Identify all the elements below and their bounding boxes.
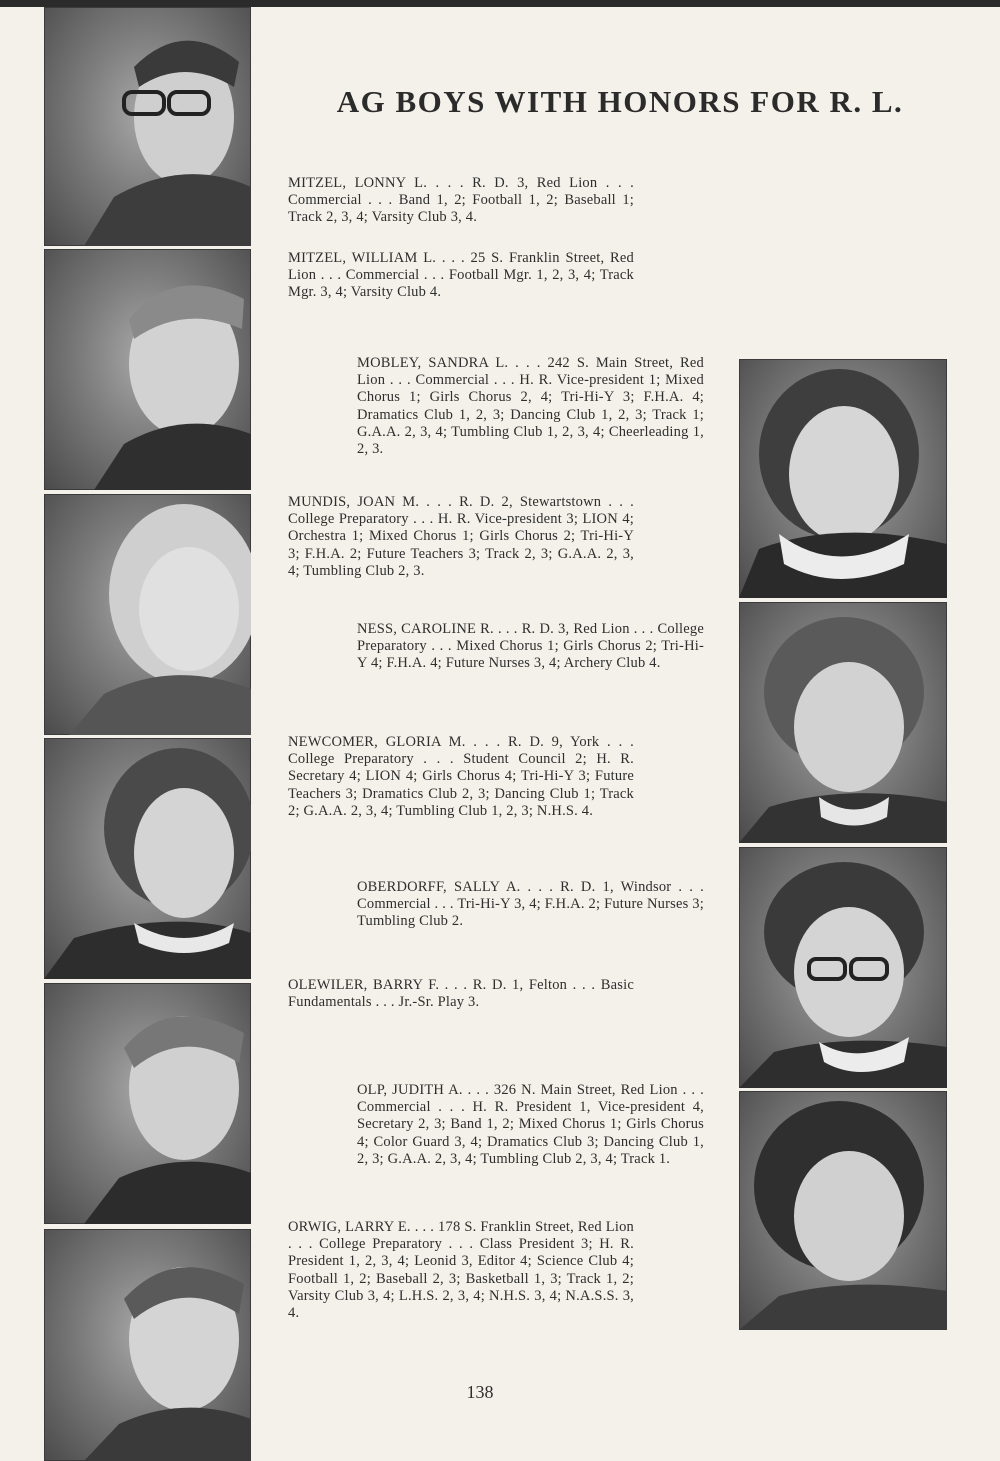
portrait-mundis-joan [44, 494, 251, 735]
entry-olp-judith: OLP, JUDITH A. . . . 326 N. Main Street, Red Lion . . . Commercial . . . H. R. President 1, Vice-president 4, Secretary 2, 3; Band 1, 2; Mixed Chorus 1; Girls Chorus 4; Color Guard 3, 4; Dramatics Club 3; Dancing Club 1, 2, 3; G.A.A. 2, 3, 4; Tumbling Club 2, 3, 4; Track 1. [357, 1082, 704, 1167]
portrait-mobley-sandra [739, 359, 947, 598]
portrait-newcomer-gloria [44, 738, 251, 979]
entry-ness-caroline: NESS, CAROLINE R. . . . R. D. 3, Red Lion . . . College Preparatory . . . Mixed Chorus 1; Girls Chorus 2; Tri-Hi-Y 4; F.H.A. 4; Future Nurses 3, 4; Archery Club 4. [357, 621, 704, 672]
page-top-edge [0, 0, 1000, 7]
entry-mitzel-william: MITZEL, WILLIAM L. . . . 25 S. Franklin Street, Red Lion . . . Commercial . . . Football Mgr. 1, 2, 3, 4; Track Mgr. 3, 4; Varsity Club 4. [288, 250, 634, 301]
entry-orwig-larry: ORWIG, LARRY E. . . . 178 S. Franklin Street, Red Lion . . . College Preparatory . . . Class President 3; H. R. President 1, 2, 3, 4; Leonid 3, Editor 4; Science Club 4; Football 1, 2; Baseball 2, 3; Basketball 1, 3; Track 1, 2; Varsity Club 3, 4; L.H.S. 2, 3, 4; N.H.S. 3, 4; N.A.S.S. 3, 4. [288, 1219, 634, 1322]
portrait-ness-caroline [739, 602, 947, 843]
portrait-orwig-larry [44, 1229, 251, 1461]
portrait-oberdorff-sally [739, 847, 947, 1088]
entry-oberdorff-sally: OBERDORFF, SALLY A. . . . R. D. 1, Windsor . . . Commercial . . . Tri-Hi-Y 3, 4; F.H.A. 2; Future Nurses 3; Tumbling Club 2. [357, 879, 704, 930]
portrait-olp-judith [739, 1091, 947, 1330]
page-title: AG BOYS WITH HONORS FOR R. L. [336, 84, 904, 119]
portrait-mitzel-william [44, 249, 251, 490]
entry-mobley-sandra: MOBLEY, SANDRA L. . . . 242 S. Main Street, Red Lion . . . Commercial . . . H. R. Vice-president 1; Mixed Chorus 1; Girls Chorus 2, 4; Tri-Hi-Y 3; F.H.A. 4; Dramatics Club 1, 2, 3; Dancing Club 1, 2, 3; Track 1; G.A.A. 2, 3, 4; Tumbling Club 1, 2, 3, 4; Cheerleading 1, 2, 3. [357, 355, 704, 458]
page-number: 138 [466, 1382, 494, 1402]
portrait-mitzel-lonny [44, 7, 251, 246]
entry-newcomer-gloria: NEWCOMER, GLORIA M. . . . R. D. 9, York . . . College Preparatory . . . Student Council 2; H. R. Secretary 4; LION 4; Girls Chorus 4; Tri-Hi-Y 3; Future Teachers 3; Dramatics Club 2, 3; Dancing Club 1; Track 2; G.A.A. 2, 3, 4; Tumbling Club 1, 2, 3; N.H.S. 4. [288, 734, 634, 819]
entry-mitzel-lonny: MITZEL, LONNY L. . . . R. D. 3, Red Lion . . . Commercial . . . Band 1, 2; Football 1, 2; Baseball 1; Track 2, 3, 4; Varsity Club 3, 4. [288, 175, 634, 226]
portrait-olewiler-barry [44, 983, 251, 1224]
entry-mundis-joan: MUNDIS, JOAN M. . . . R. D. 2, Stewartstown . . . College Preparatory . . . H. R. Vice-president 3; LION 4; Orchestra 1; Mixed Chorus 1; Girls Chorus 2; Tri-Hi-Y 3; F.H.A. 2; Future Teachers 3; Track 2, 3; G.A.A. 2, 3, 4; Tumbling Club 2, 3. [288, 494, 634, 579]
entry-olewiler-barry: OLEWILER, BARRY F. . . . R. D. 1, Felton . . . Basic Fundamentals . . . Jr.-Sr. Play 3. [288, 977, 634, 1011]
